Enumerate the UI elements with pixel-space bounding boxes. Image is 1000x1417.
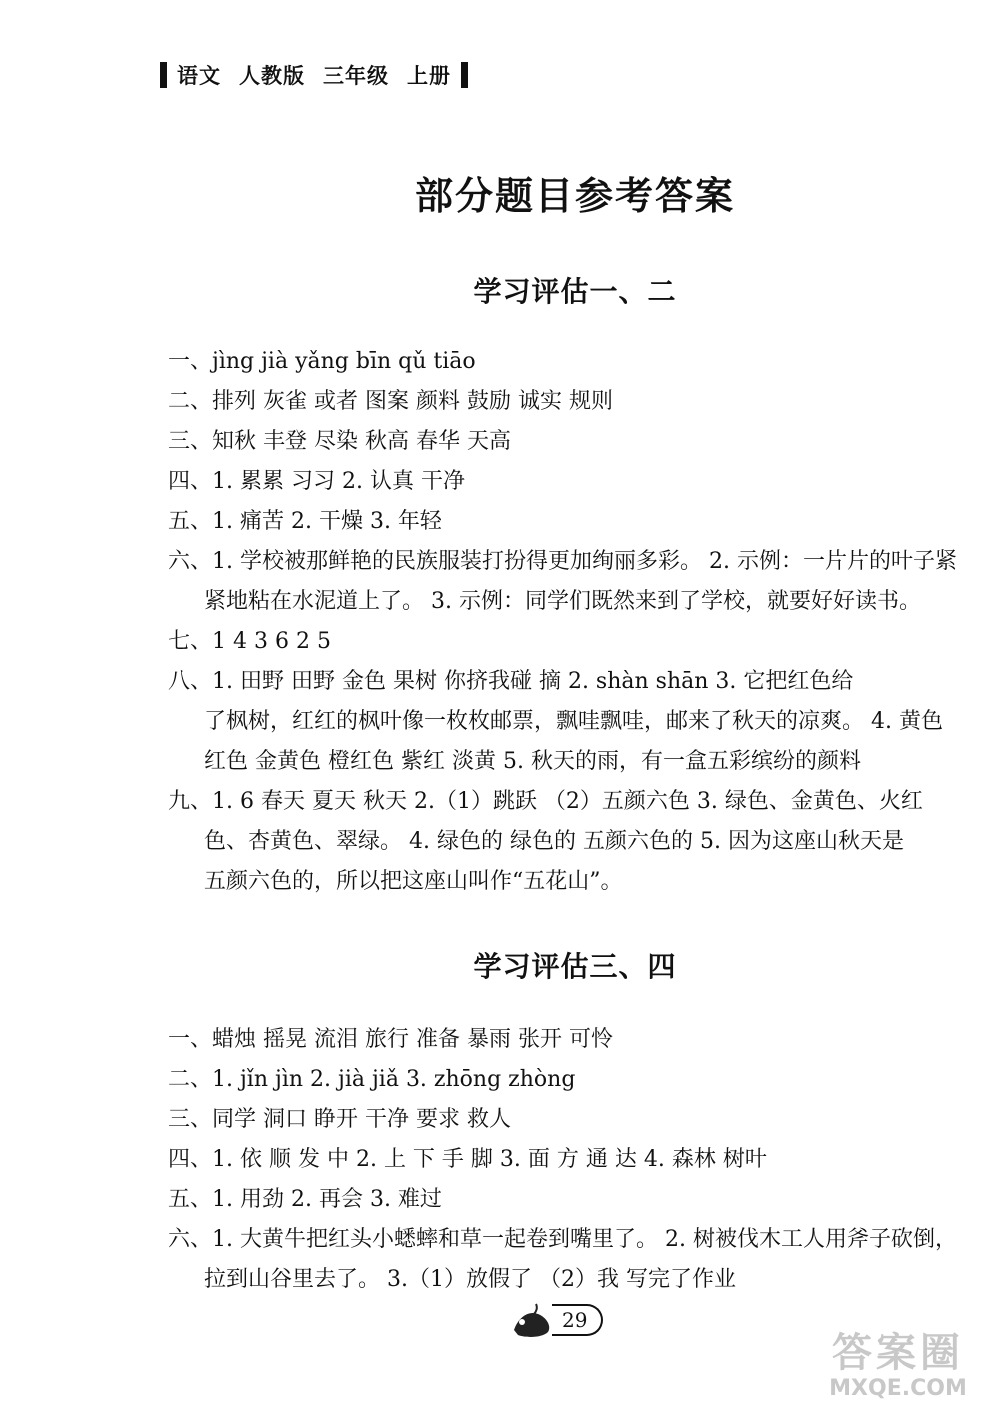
answer-line: 了枫树，红红的枫叶像一枚枚邮票，飘哇飘哇，邮来了秋天的凉爽。 4. 黄色 [204, 709, 943, 734]
page-title: 部分题目参考答案 [414, 174, 735, 218]
answer-line: 七、1 4 3 6 2 5 [168, 629, 331, 654]
answer-line: 二、1. jǐn jìn 2. jià jiǎ 3. zhōng zhòng [168, 1067, 576, 1092]
answer-line: 六、1. 大黄牛把红头小蟋蟀和草一起卷到嘴里了。 2. 树被伐木工人用斧子砍倒， [168, 1227, 957, 1252]
section-title-1: 学习评估一、二 [473, 275, 677, 308]
answers-section-1 [168, 342, 988, 902]
answers-section-2 [168, 1020, 988, 1300]
section-title-2: 学习评估三、四 [473, 950, 677, 983]
header-left-bar [160, 62, 167, 88]
header-edition: 人教版 [239, 63, 305, 88]
header-volume: 上册 [407, 63, 451, 88]
header-right-bar [461, 62, 468, 88]
answer-line: 五、1. 用劲 2. 再会 3. 难过 [168, 1187, 442, 1212]
answer-line: 六、1. 学校被那鲜艳的民族服装打扮得更加绚丽多彩。 2. 示例：一片片的叶子紧 [168, 549, 957, 574]
answer-line: 红色 金黄色 橙红色 紫红 淡黄 5. 秋天的雨，有一盒五彩缤纷的颜料 [204, 749, 861, 774]
book-header [160, 60, 468, 90]
answer-line: 九、1. 6 春天 夏天 秋天 2.（1）跳跃 （2）五颜六色 3. 绿色、金黄色、火红 [168, 789, 923, 814]
watermark [808, 1330, 988, 1402]
answer-line: 二、排列 灰雀 或者 图案 颜料 鼓励 诚实 规则 [168, 389, 613, 414]
answer-line: 八、1. 田野 田野 金色 果树 你挤我碰 摘 2. shàn shān 3. 它把红色给 [168, 669, 854, 694]
answer-line: 三、同学 洞口 睁开 干净 要求 救人 [168, 1107, 511, 1132]
header-items [177, 60, 451, 90]
answer-line: 一、蜡烛 摇晃 流泪 旅行 准备 暴雨 张开 可怜 [168, 1027, 613, 1052]
answer-line: 四、1. 累累 习习 2. 认真 干净 [168, 469, 465, 494]
answer-line: 一、jìng jià yǎng bīn qǔ tiāo [168, 349, 476, 374]
answer-line: 拉到山谷里去了。 3.（1）放假了 （2）我 写完了作业 [204, 1267, 736, 1292]
answer-line: 五颜六色的，所以把这座山叫作“五花山”。 [204, 869, 623, 894]
header-grade: 三年级 [323, 63, 389, 88]
page-footer [508, 1300, 603, 1340]
header-subject: 语文 [177, 63, 221, 88]
answer-line: 三、知秋 丰登 尽染 秋高 春华 天高 [168, 429, 511, 454]
page-number: 29 [552, 1304, 603, 1336]
watermark-url: MXQE.COM [829, 1376, 967, 1401]
answer-line: 色、杏黄色、翠绿。 4. 绿色的 绿色的 五颜六色的 5. 因为这座山秋天是 [204, 829, 904, 854]
answer-line: 紧地粘在水泥道上了。 3. 示例：同学们既然来到了学校，就要好好读书。 [204, 589, 921, 614]
watermark-logo: 答案圈 [832, 1330, 964, 1376]
ink-splash-icon [508, 1300, 556, 1340]
answer-line: 五、1. 痛苦 2. 干燥 3. 年轻 [168, 509, 442, 534]
answer-line: 四、1. 依 顺 发 中 2. 上 下 手 脚 3. 面 方 通 达 4. 森林 树叶 [168, 1147, 767, 1172]
